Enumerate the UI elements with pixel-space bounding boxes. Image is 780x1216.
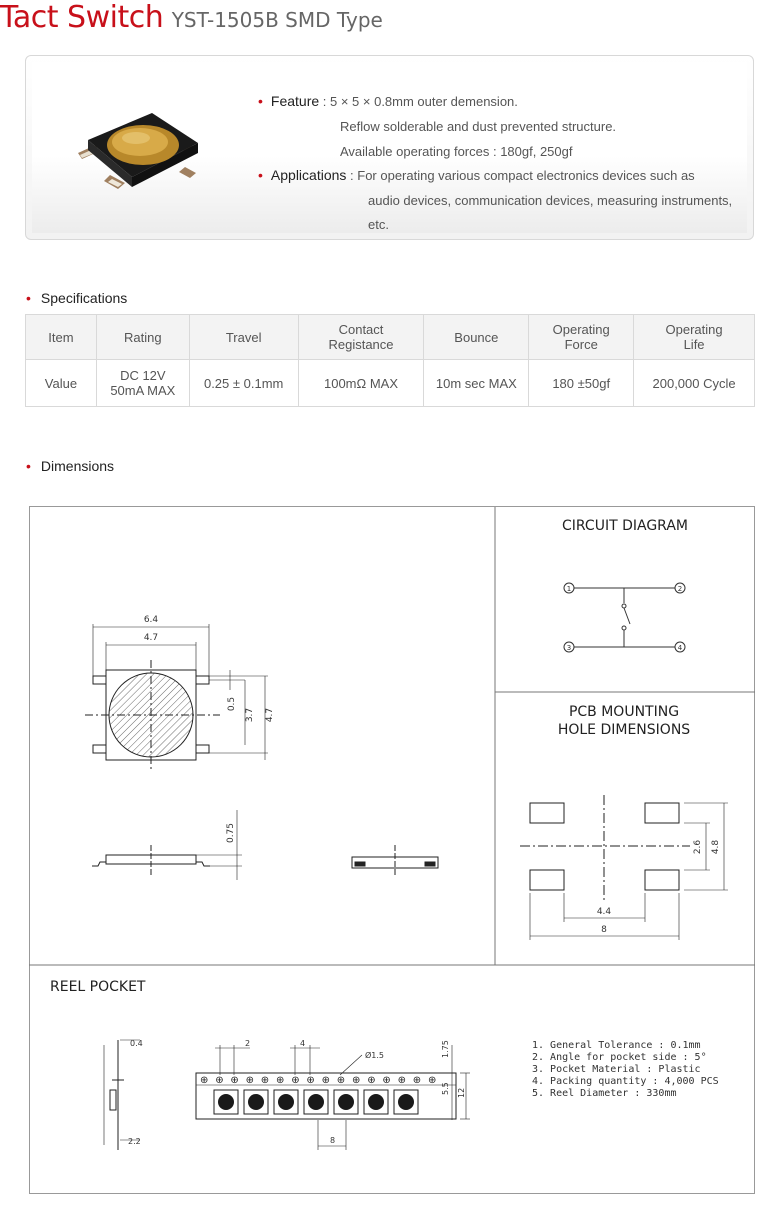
tape-pocket-part — [218, 1094, 234, 1110]
header-cell: Bounce — [424, 315, 529, 360]
tape-sprocket-holes — [200, 1075, 436, 1086]
circuit-pin-label-4: 4 — [677, 644, 683, 652]
side-view-drawing — [92, 810, 242, 880]
reel-dim-2: 2 — [245, 1039, 251, 1048]
value-cell: Value — [26, 360, 97, 407]
pcb-title-line-2: HOLE DIMENSIONS — [557, 722, 691, 738]
bullet-icon: • — [26, 290, 31, 306]
top-dim-6-4: 6.4 — [143, 615, 159, 625]
circuit-pin-label-3: 3 — [566, 644, 572, 652]
feature-sep: : — [319, 94, 330, 109]
applications-line-2: audio devices, communication devices, measuring instruments, — [368, 193, 733, 208]
end-view-drawing — [352, 845, 438, 875]
sprocket-hole-icon: ⊕ — [397, 1075, 406, 1086]
sprocket-hole-icon: ⊕ — [382, 1075, 391, 1086]
applications-label: Applications — [270, 167, 347, 183]
feature-label: Feature — [270, 93, 320, 109]
side-dim-0-75: 0.75 — [226, 822, 236, 844]
note-line: 5. Reel Diameter : 330mm — [532, 1088, 677, 1099]
circuit-diagram — [564, 583, 685, 652]
top-dim-4-7: 4.7 — [143, 633, 159, 643]
tape-pocket-part — [398, 1094, 414, 1110]
dimensions-heading-text: Dimensions — [40, 458, 115, 474]
specifications-heading-text: Specifications — [40, 290, 128, 306]
feature-line-2: Reflow solderable and dust prevented structure. — [340, 119, 617, 134]
sprocket-hole-icon: ⊕ — [321, 1075, 330, 1086]
reel-dim-12: 12 — [457, 1087, 466, 1098]
sprocket-hole-icon: ⊕ — [367, 1075, 376, 1086]
feature-line-3: Available operating forces : 180gf, 250gf — [340, 144, 573, 159]
pcb-pad-tr — [645, 803, 679, 823]
reel-dim-2-2: 2.2 — [128, 1137, 141, 1146]
tape-pockets — [214, 1090, 418, 1114]
reel-dim-8: 8 — [330, 1136, 336, 1145]
value-cell: 100mΩ MAX — [298, 360, 424, 407]
pcb-dim-4-8: 4.8 — [711, 839, 721, 855]
reel-pocket-side — [104, 1040, 140, 1150]
reel-dim-1-75: 1.75 — [441, 1040, 450, 1058]
applications-line-1: For operating various compact electronics devices such as — [357, 168, 695, 183]
circuit-title: CIRCUIT DIAGRAM — [562, 518, 688, 534]
feature-line-1: 5 × 5 × 0.8mm outer demension. — [330, 94, 518, 109]
bullet-icon: • — [26, 458, 31, 474]
sprocket-hole-icon: ⊕ — [428, 1075, 437, 1086]
pcb-pad-tl — [530, 803, 564, 823]
top-view-drawing — [85, 624, 268, 770]
pcb-hole-diagram — [520, 795, 728, 940]
circuit-pin-label-2: 2 — [677, 585, 683, 593]
value-cell: 200,000 Cycle — [634, 360, 755, 407]
bullet-icon: • — [258, 167, 263, 183]
reel-dim-hole: Ø1.5 — [365, 1051, 385, 1060]
pcb-dim-8: 8 — [601, 925, 607, 935]
product-subtitle: YST-1505B SMD Type — [171, 8, 383, 32]
note-line: 4. Packing quantity : 4,000 PCS — [532, 1076, 719, 1087]
note-line: 3. Pocket Material : Plastic — [532, 1064, 701, 1075]
value-cell: DC 12V 50mA MAX — [96, 360, 189, 407]
top-dim-4-7b: 4.7 — [265, 707, 275, 723]
sprocket-hole-icon: ⊕ — [276, 1075, 285, 1086]
value-cell: 180 ±50gf — [529, 360, 634, 407]
sprocket-hole-icon: ⊕ — [336, 1075, 346, 1086]
note-line: 2. Angle for pocket side : 5° — [532, 1052, 707, 1063]
pcb-dim-2-6: 2.6 — [693, 839, 703, 855]
header-cell: Operating Force — [529, 315, 634, 360]
sprocket-hole-icon: ⊕ — [291, 1075, 300, 1086]
tape-pocket-part — [278, 1094, 294, 1110]
bullet-icon: • — [258, 93, 263, 109]
header-cell: Contact Registance — [298, 315, 424, 360]
header-cell: Operating Life — [634, 315, 755, 360]
reel-dim-4: 4 — [300, 1039, 306, 1048]
sprocket-hole-icon: ⊕ — [245, 1075, 254, 1086]
reel-dim-5-5: 5.5 — [441, 1082, 450, 1095]
circuit-pin-label-1: 1 — [566, 585, 572, 593]
pcb-pad-bl — [530, 870, 564, 890]
pcb-dim-4-4: 4.4 — [596, 907, 612, 917]
applications-line-3: etc. — [368, 217, 389, 232]
header-cell: Rating — [96, 315, 189, 360]
sprocket-hole-icon: ⊕ — [215, 1075, 224, 1086]
pcb-pad-br — [645, 870, 679, 890]
top-dim-0-5: 0.5 — [227, 696, 237, 712]
tape-pocket-part — [338, 1094, 354, 1110]
sprocket-hole-icon: ⊕ — [200, 1075, 209, 1086]
product-title: Tact Switch — [0, 0, 164, 35]
tape-pocket-part — [248, 1094, 264, 1110]
applications-sep: : — [346, 168, 358, 183]
tape-pocket-part — [368, 1094, 384, 1110]
value-cell: 0.25 ± 0.1mm — [189, 360, 298, 407]
sprocket-hole-icon: ⊕ — [352, 1075, 361, 1086]
value-cell: 10m sec MAX — [424, 360, 529, 407]
note-line: 1. General Tolerance : 0.1mm — [532, 1040, 701, 1051]
top-dim-3-7: 3.7 — [245, 707, 255, 723]
sprocket-hole-icon: ⊕ — [260, 1075, 270, 1086]
header-cell: Travel — [189, 315, 298, 360]
sprocket-hole-icon: ⊕ — [306, 1075, 315, 1086]
sprocket-hole-icon: ⊕ — [230, 1075, 239, 1086]
reel-dim-0-4: 0.4 — [130, 1039, 143, 1048]
header-cell: Item — [26, 315, 97, 360]
reel-title: REEL POCKET — [50, 979, 146, 995]
pcb-title-line-1: PCB MOUNTING — [568, 704, 680, 720]
reel-notes — [532, 1040, 719, 1100]
tape-pocket-part — [308, 1094, 324, 1110]
sprocket-hole-icon: ⊕ — [412, 1075, 422, 1086]
